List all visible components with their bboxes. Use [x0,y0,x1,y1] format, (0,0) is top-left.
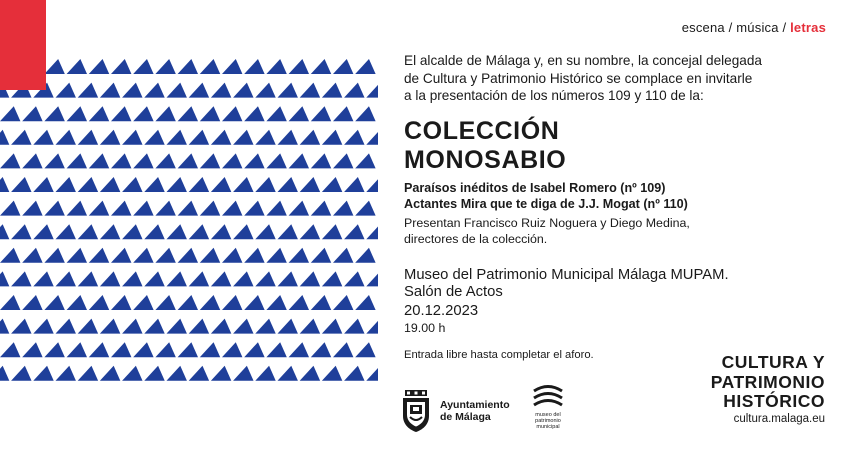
pattern-triangle [300,366,320,381]
pattern-triangle [311,59,331,74]
pattern-triangle [244,153,264,168]
pattern-triangle [366,319,378,334]
pattern-triangle [289,295,309,310]
pattern-triangle [56,271,76,286]
pattern-triangle [89,248,109,263]
pattern-triangle [189,83,209,98]
pattern-triangle [211,319,231,334]
pattern-triangle [344,83,364,98]
pattern-triangle [333,342,353,357]
top-nav [682,20,826,35]
pattern-triangle [255,83,275,98]
pattern-triangle [144,177,164,192]
pattern-triangle [322,319,342,334]
pattern-triangle [33,177,53,192]
nav-item-letras[interactable]: letras [790,20,826,35]
nav-item-musica[interactable]: música [736,20,779,35]
pattern-triangle [211,130,231,145]
pattern-triangle [178,248,198,263]
pattern-triangle [222,59,242,74]
pattern-triangle [22,153,42,168]
pattern-triangle [67,59,87,74]
ayuntamiento-logo [402,390,510,432]
pattern-triangle [189,177,209,192]
mupam-label [535,412,561,431]
pattern-triangle [189,271,209,286]
zigzag-pattern [0,56,378,386]
pattern-triangle [233,130,253,145]
pattern-triangle [56,224,76,239]
pattern-triangle [167,319,187,334]
pattern-triangle [311,201,331,216]
pattern-triangle [144,224,164,239]
pattern-triangle [133,59,153,74]
mupam-line-2: patrimonio [535,418,561,425]
pattern-triangle [322,130,342,145]
pattern-triangle [255,271,275,286]
mupam-logo [530,382,566,431]
pattern-triangle [355,248,375,263]
pattern-triangle [222,342,242,357]
pattern-triangle [44,295,64,310]
pattern-triangle [78,177,98,192]
pattern-triangle [211,177,231,192]
pattern-triangle [44,248,64,263]
pattern-triangle [311,342,331,357]
pattern-triangle [0,319,9,334]
pattern-triangle [189,366,209,381]
pattern-triangle [133,295,153,310]
pattern-triangle [200,248,220,263]
pattern-triangle [155,201,175,216]
pattern-triangle [111,153,131,168]
pattern-triangle [167,130,187,145]
pattern-triangle [222,106,242,121]
pattern-triangle [300,224,320,239]
pattern-triangle [344,271,364,286]
pattern-triangle [33,366,53,381]
pattern-triangle [211,366,231,381]
pattern-triangle [122,83,142,98]
pattern-triangle [22,248,42,263]
pattern-triangle [144,271,164,286]
venue-room: Salón de Actos [404,284,503,300]
pattern-triangle [366,224,378,239]
pattern-triangle [111,295,131,310]
pattern-triangle [300,83,320,98]
pattern-triangle [244,248,264,263]
pattern-triangle [344,224,364,239]
pattern-triangle [11,271,31,286]
intro-line: El alcalde de Málaga y, en su nombre, la concejal delegada [404,53,762,68]
pattern-triangle [0,130,9,145]
pattern-triangle [366,366,378,381]
pattern-triangle [0,248,20,263]
pattern-triangle [78,319,98,334]
pattern-triangle [122,130,142,145]
culture-brand [711,353,825,426]
venue-name: Museo del Patrimonio Municipal Málaga MUPAM. [404,267,729,283]
pattern-triangle [100,177,120,192]
mupam-line-1: museo del [535,412,561,418]
pattern-triangle [300,130,320,145]
pattern-triangle [344,130,364,145]
pattern-triangle [22,342,42,357]
pattern-triangle [0,153,20,168]
pattern-triangle [289,201,309,216]
works-list [404,181,688,212]
presenters-line-2: directores de la colección. [404,231,548,246]
pattern-triangle [266,106,286,121]
pattern-triangle [222,295,242,310]
pattern-triangle [0,201,20,216]
pattern-triangle [300,271,320,286]
pattern-triangle [266,59,286,74]
pattern-triangle [11,130,31,145]
pattern-triangle [44,59,64,74]
pattern-triangle [155,295,175,310]
pattern-triangle [322,224,342,239]
culture-line-1: CULTURA Y [721,352,825,372]
pattern-triangle [89,153,109,168]
pattern-triangle [144,366,164,381]
pattern-triangle [355,342,375,357]
pattern-triangle [200,295,220,310]
pattern-triangle [56,83,76,98]
pattern-triangle [278,224,298,239]
pattern-triangle [266,342,286,357]
pattern-triangle [211,271,231,286]
pattern-triangle [255,319,275,334]
pattern-triangle [56,366,76,381]
pattern-triangle [67,106,87,121]
pattern-triangle [366,177,378,192]
intro-line: de Cultura y Patrimonio Histórico se complace en invitarle [404,70,753,86]
title-line-2: MONOSABIO [404,146,567,174]
pattern-triangle [56,177,76,192]
pattern-triangle [266,295,286,310]
pattern-triangle [311,106,331,121]
pattern-triangle [200,153,220,168]
pattern-triangle [255,366,275,381]
pattern-triangle [11,319,31,334]
pattern-triangle [67,153,87,168]
pattern-triangle [266,248,286,263]
pattern-triangle [133,106,153,121]
pattern-triangle [355,59,375,74]
pattern-triangle [56,319,76,334]
pattern-triangle [167,271,187,286]
pattern-triangle [255,177,275,192]
pattern-triangle [322,271,342,286]
pattern-triangle [200,106,220,121]
pattern-triangle [78,366,98,381]
pattern-triangle [44,106,64,121]
pattern-triangle [89,106,109,121]
pattern-triangle [167,224,187,239]
pattern-triangle [311,153,331,168]
presenters [404,216,734,247]
pattern-triangle [244,295,264,310]
pattern-triangle [189,130,209,145]
pattern-triangle [67,342,87,357]
pattern-triangle [100,366,120,381]
pattern-triangle [311,295,331,310]
pattern-triangle [211,83,231,98]
pattern-triangle [289,248,309,263]
pattern-triangle [100,83,120,98]
pattern-triangle [333,295,353,310]
pattern-triangle [122,319,142,334]
pattern-triangle [44,342,64,357]
stacked-arches-icon [530,382,566,410]
pattern-triangle [33,319,53,334]
work-109: Paraísos inéditos de Isabel Romero (nº 109) [404,181,666,195]
pattern-triangle [11,177,31,192]
pattern-triangle [255,224,275,239]
pattern-triangle [322,83,342,98]
pattern-triangle [244,342,264,357]
pattern-triangle [266,153,286,168]
pattern-triangle [111,106,131,121]
pattern-triangle [300,319,320,334]
mupam-line-3: municipal [536,424,560,431]
pattern-triangle [211,224,231,239]
pattern-triangle [100,130,120,145]
pattern-triangle [0,271,9,286]
red-accent-block [0,0,46,90]
pattern-triangle [222,201,242,216]
pattern-triangle [89,59,109,74]
nav-item-escena[interactable]: escena [681,20,725,35]
venue [404,267,729,301]
pattern-triangle [244,59,264,74]
pattern-triangle [266,201,286,216]
pattern-triangle [167,177,187,192]
pattern-triangle [333,59,353,74]
pattern-triangle [244,106,264,121]
pattern-triangle [178,59,198,74]
pattern-triangle [278,319,298,334]
pattern-triangle [233,271,253,286]
title-line-1: COLECCIÓN [404,117,560,145]
culture-line-3: HISTÓRICO [723,391,825,411]
pattern-triangle [33,271,53,286]
coat-of-arms-icon [402,390,430,432]
pattern-triangle [344,177,364,192]
pattern-triangle [333,153,353,168]
pattern-triangle [155,59,175,74]
pattern-triangle [189,224,209,239]
pattern-triangle [167,366,187,381]
nav-separator: / [782,20,787,35]
pattern-triangle [155,106,175,121]
pattern-triangle [33,130,53,145]
pattern-triangle [289,153,309,168]
pattern-triangle [178,295,198,310]
pattern-triangle [233,366,253,381]
pattern-triangle [122,366,142,381]
pattern-triangle [333,201,353,216]
pattern-triangle [233,83,253,98]
pattern-triangle [133,201,153,216]
pattern-triangle [0,295,20,310]
ayuntamiento-line-1: Ayuntamiento [440,398,510,411]
pattern-triangle [355,201,375,216]
pattern-triangle [200,59,220,74]
work-110: Actantes Mira que te diga de J.J. Mogat (nº 110) [404,196,688,211]
ayuntamiento-label [440,399,510,424]
pattern-triangle [233,224,253,239]
invitation-text [404,52,824,105]
pattern-triangle [122,177,142,192]
pattern-triangle [0,342,20,357]
pattern-triangle [22,106,42,121]
pattern-triangle [0,224,9,239]
pattern-triangle [255,130,275,145]
pattern-triangle [144,130,164,145]
pattern-triangle [33,224,53,239]
pattern-triangle [278,177,298,192]
pattern-triangle [22,201,42,216]
pattern-triangle [333,248,353,263]
pattern-triangle [322,177,342,192]
pattern-triangle [278,271,298,286]
pattern-triangle [22,295,42,310]
pattern-triangle [133,248,153,263]
pattern-triangle [189,319,209,334]
ayuntamiento-line-2: de Málaga [440,411,491,423]
culture-url[interactable]: cultura.malaga.eu [733,412,825,425]
pattern-triangle [111,201,131,216]
collection-title [404,117,566,175]
pattern-triangle [322,366,342,381]
nav-separator: / [728,20,733,35]
entry-note: Entrada libre hasta completar el aforo. [404,349,594,361]
event-date: 20.12.2023 [404,303,479,319]
pattern-triangle [78,224,98,239]
pattern-triangle [167,83,187,98]
pattern-triangle [355,295,375,310]
pattern-triangle [222,153,242,168]
pattern-triangle [155,153,175,168]
pattern-triangle [78,130,98,145]
pattern-triangle [111,59,131,74]
pattern-triangle [144,319,164,334]
pattern-triangle [300,177,320,192]
pattern-triangle [289,106,309,121]
pattern-triangle [355,153,375,168]
pattern-triangle [178,201,198,216]
pattern-triangle [155,248,175,263]
pattern-triangle [122,271,142,286]
pattern-triangle [333,106,353,121]
pattern-triangle [11,224,31,239]
pattern-triangle [278,366,298,381]
pattern-triangle [111,248,131,263]
pattern-triangle [278,83,298,98]
pattern-triangle [200,201,220,216]
pattern-triangle [44,153,64,168]
pattern-triangle [67,201,87,216]
pattern-triangle [89,295,109,310]
pattern-triangle [233,177,253,192]
culture-line-2: PATRIMONIO [710,371,825,392]
pattern-triangle [178,106,198,121]
event-time: 19.00 h [404,321,446,335]
pattern-triangle [0,177,9,192]
pattern-triangle [111,342,131,357]
pattern-triangle [78,271,98,286]
pattern-triangle [278,130,298,145]
pattern-triangle [244,201,264,216]
pattern-triangle [78,83,98,98]
pattern-triangle [178,153,198,168]
pattern-triangle [67,248,87,263]
pattern-triangle [89,342,109,357]
pattern-triangle [100,271,120,286]
pattern-triangle [289,342,309,357]
pattern-triangle [155,342,175,357]
pattern-triangle [222,248,242,263]
pattern-triangle [133,153,153,168]
pattern-triangle [344,366,364,381]
pattern-triangle [44,201,64,216]
intro-line: a la presentación de los números 109 y 110 de la: [404,88,704,103]
pattern-triangle [355,106,375,121]
pattern-triangle [133,342,153,357]
pattern-triangle [366,130,378,145]
pattern-triangle [233,319,253,334]
pattern-triangle [366,271,378,286]
pattern-triangle [311,248,331,263]
pattern-triangle [289,59,309,74]
pattern-triangle [344,319,364,334]
pattern-triangle [144,83,164,98]
pattern-triangle [89,201,109,216]
pattern-triangle [100,224,120,239]
pattern-triangle [366,83,378,98]
pattern-triangle [122,224,142,239]
pattern-triangle [67,295,87,310]
pattern-triangle [11,366,31,381]
pattern-triangle [0,366,9,381]
pattern-triangle [56,130,76,145]
presenters-line-1: Presentan Francisco Ruiz Noguera y Diego Medina, [404,216,690,230]
pattern-triangle [0,106,20,121]
pattern-triangle [178,342,198,357]
pattern-triangle [200,342,220,357]
pattern-triangle [100,319,120,334]
